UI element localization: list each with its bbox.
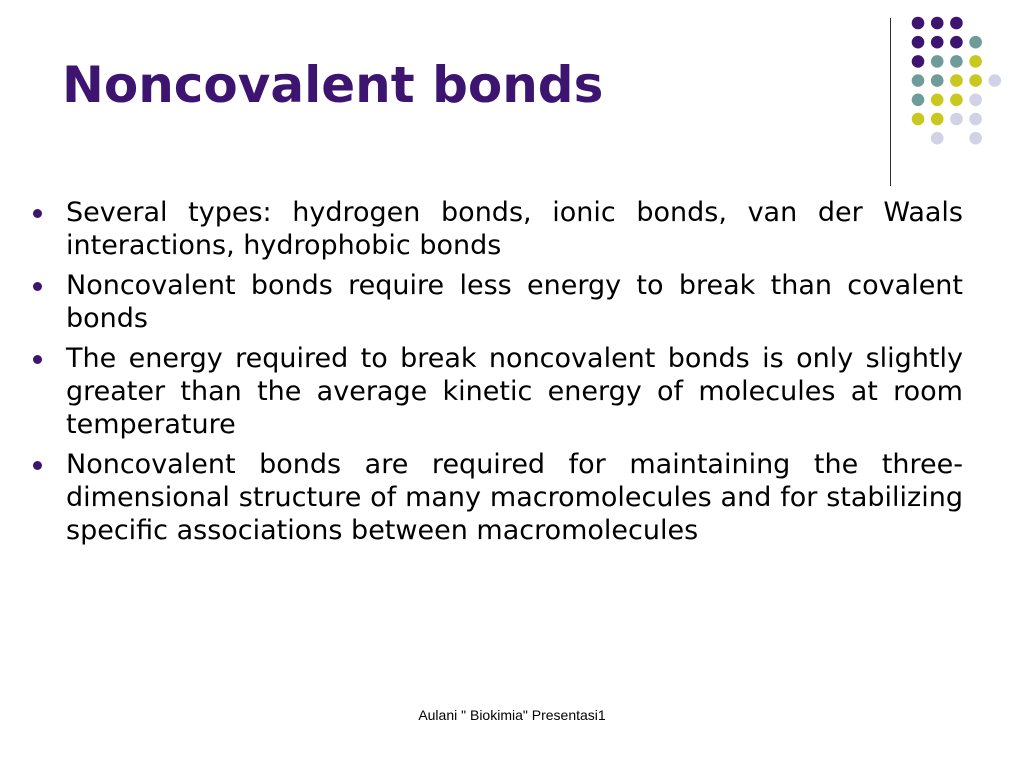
decorative-dot [931, 94, 944, 107]
decorative-dot [931, 132, 944, 145]
decorative-dot [912, 17, 925, 30]
decorative-dot [931, 17, 944, 30]
vertical-divider [890, 18, 891, 186]
decorative-dot [989, 74, 1002, 87]
decorative-dot [931, 113, 944, 126]
slide-title: Noncovalent bonds [62, 56, 604, 114]
bullet-point-icon [33, 282, 42, 291]
slide-footer: Aulani " Biokimia" Presentasi1 [418, 707, 606, 723]
bullet-list [30, 196, 963, 554]
decorative-dot [950, 55, 963, 68]
decorative-dot [912, 113, 925, 126]
decorative-dot [912, 36, 925, 49]
decorative-dot [912, 55, 925, 68]
decorative-dot [931, 74, 944, 87]
bullet-text: Several types: hydrogen bonds, ionic bonds, van der Waals interactions, hydrophobic bonds [66, 197, 963, 261]
decorative-dot [912, 94, 925, 107]
decorative-dot [969, 113, 982, 126]
bullet-text: Noncovalent bonds are required for maintaining the three-dimensional structure of many macromolecules and for stabilizing specific associations between macromolecules [66, 449, 963, 546]
decorative-dot [950, 94, 963, 107]
bullet-point-icon [33, 209, 42, 218]
bullet-item [30, 196, 963, 262]
bullet-text: Noncovalent bonds require less energy to break than covalent bonds [66, 270, 963, 334]
decorative-dot [969, 132, 982, 145]
bullet-point-icon [33, 355, 42, 364]
bullet-item [30, 342, 963, 441]
decorative-dot [969, 94, 982, 107]
decorative-dot [950, 36, 963, 49]
decorative-dot [969, 74, 982, 87]
decorative-dot [931, 36, 944, 49]
decorative-dot [950, 74, 963, 87]
decorative-dot [950, 113, 963, 126]
decorative-dot [969, 55, 982, 68]
bullet-item [30, 448, 963, 547]
decorative-dot [969, 36, 982, 49]
decorative-dot [912, 74, 925, 87]
bullet-item [30, 269, 963, 335]
decorative-dot [950, 17, 963, 30]
bullet-text: The energy required to break noncovalent bonds is only slightly greater than the average kinetic energy of molecules at room temperature [66, 343, 963, 440]
bullet-point-icon [33, 461, 42, 470]
decorative-dot [931, 55, 944, 68]
